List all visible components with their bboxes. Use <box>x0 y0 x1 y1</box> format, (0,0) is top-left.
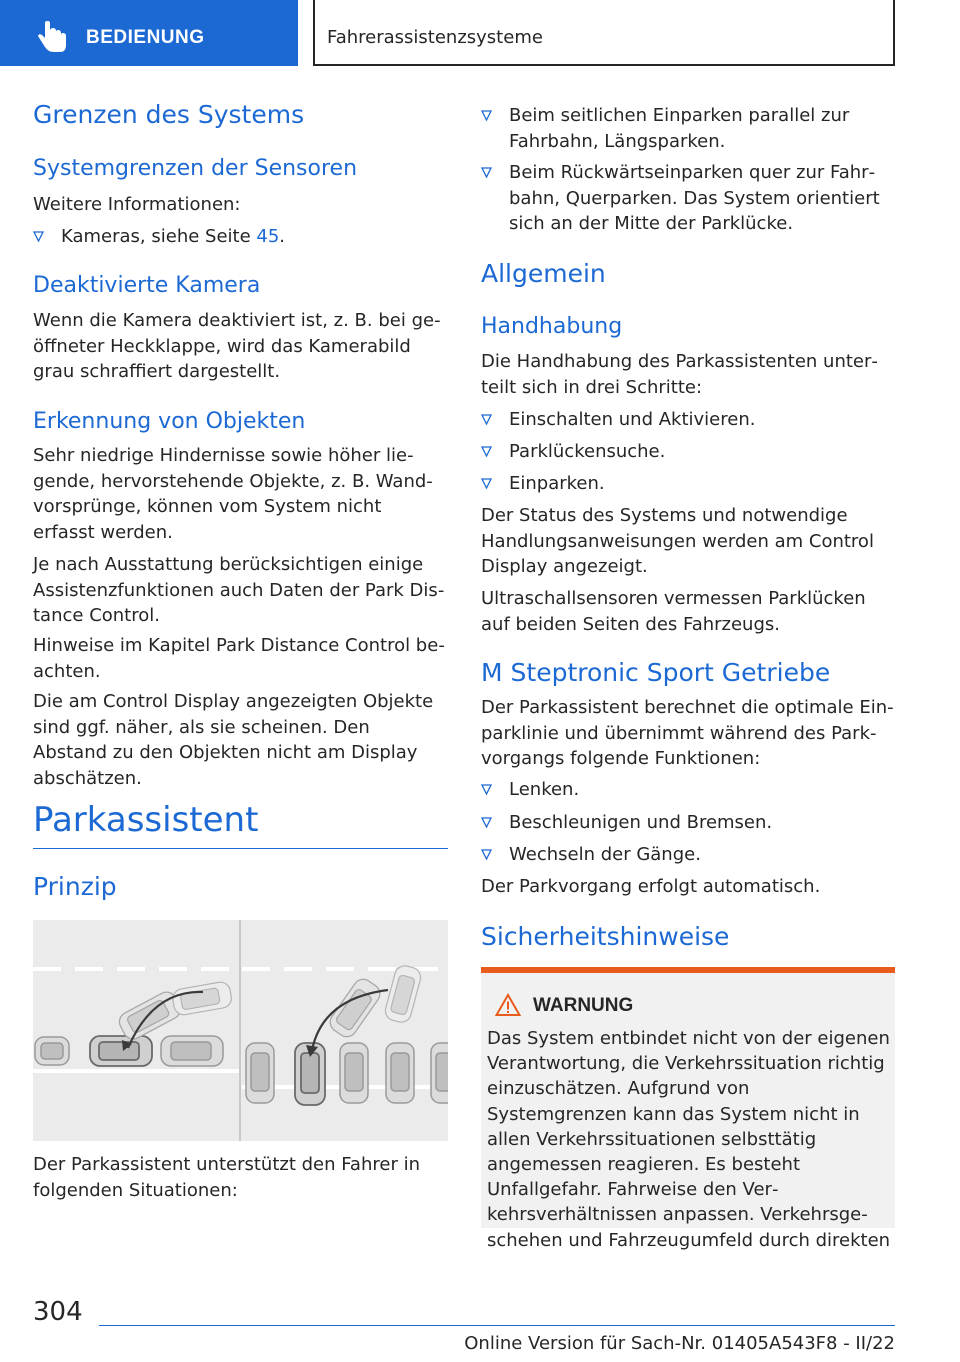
list-bullet-triangle-icon <box>481 446 492 457</box>
paragraph-weitere: Weitere Informationen: <box>33 194 241 215</box>
list-item-einparken-text: Einparken. <box>509 473 605 494</box>
heading-deaktiviert: Deaktivierte Kamera <box>33 273 261 298</box>
ghost-car <box>171 981 233 1017</box>
header-chapter-box <box>313 0 895 66</box>
paragraph-handhabung: Die Handhabung des Parkassistenten unterteilt sich in drei Schritte: <box>481 351 878 398</box>
heading-parkassistent: Parkassistent <box>33 800 259 840</box>
list-item-einschalten <box>481 407 896 433</box>
header-section-label: BEDIENUNG <box>86 27 205 48</box>
warning-box <box>481 973 895 1251</box>
page-link-45[interactable]: 45 <box>256 226 280 247</box>
list-item-wechseln-text: Wechseln der Gänge. <box>509 844 701 865</box>
list-item-einschalten-text: Einschalten und Aktivieren. <box>509 409 756 430</box>
ghost-car <box>383 964 423 1025</box>
header-chapter-title: Fahrerassistenzsysteme <box>327 27 543 48</box>
pointing-hand-icon <box>36 21 70 55</box>
paragraph-erkennung-4: Die am Control Display angezeigten Objekte sind ggf. näher, als sie scheinen. Den Abstand zu den Objekten nicht am Display abschätzen. <box>33 691 434 789</box>
heading-allgemein: Allgemein <box>481 259 606 288</box>
paragraph-status: Der Status des Systems und notwendige Handlungsanweisungen werden am Control Display angezeigt. <box>481 505 874 577</box>
list-item-lenken-text: Lenken. <box>509 779 580 800</box>
list-bullet-triangle-icon <box>481 414 492 425</box>
parked-car <box>340 1043 448 1103</box>
list-item-beschleunigen-text: Beschleunigen und Bremsen. <box>509 812 773 833</box>
list-item-laengs <box>481 103 896 154</box>
list-item-wechseln <box>481 842 896 868</box>
heading-erkennung: Erkennung von Objekten <box>33 409 306 434</box>
list-bullet-triangle-icon <box>481 849 492 860</box>
list-bullet-triangle-icon <box>481 110 492 121</box>
list-item-kameras <box>33 224 448 250</box>
section-rule <box>33 848 448 849</box>
list-bullet-triangle-icon <box>481 817 492 828</box>
list-item-einparken <box>481 471 896 497</box>
warning-triangle-icon <box>495 993 521 1017</box>
list-item-quer <box>481 160 896 237</box>
list-item-laengs-text: Beim seitlichen Einparken parallel zur Fahrbahn, Längsparken. <box>509 105 850 152</box>
list-item-beschleunigen <box>481 810 896 836</box>
list-item-suche <box>481 439 896 465</box>
page-number: 304 <box>33 1297 83 1327</box>
list-item-kameras-text: Kameras, siehe Seite <box>61 226 257 247</box>
target-car <box>90 1036 152 1066</box>
list-item-quer-text: Beim Rückwärtseinparken quer zur Fahrbahn, Querparken. Das System orientiert sich an der Mitte der Parklücke. <box>509 162 880 234</box>
heading-sicherheit: Sicherheitshinweise <box>481 922 730 951</box>
list-item-suche-text: Parklückensuche. <box>509 441 666 462</box>
warning-text: Das System entbindet nicht von der eigenen Verantwortung, die Verkehrssituation richtig einzuschätzen. Aufgrund von Systemgrenzen kann das System nicht in allen Verkehrssituationen selbsttätig angemessen reagieren. Es besteht Unfallgefahr. Fahrweise den Verkehrsverhältnissen anpassen. Verkehrsgeschehen und Fahrzeugumfeld durch direkten <box>487 1028 891 1251</box>
header-section-tab <box>0 0 298 66</box>
list-bullet-triangle-icon <box>481 167 492 178</box>
list-bullet-triangle-icon <box>481 478 492 489</box>
list-item-lenken <box>481 777 896 803</box>
parking-illustration <box>33 920 448 1141</box>
paragraph-erkennung-1: Sehr niedrige Hindernisse sowie höher liegende, hervorstehende Objekte, z. B. Wandvorsprünge, können vom System nicht erfasst werden. <box>33 445 433 543</box>
parked-car <box>35 1037 69 1065</box>
list-item-kameras-end: . <box>279 226 286 247</box>
paragraph-prinzip: Der Parkassistent unterstützt den Fahrer in folgenden Situationen: <box>33 1154 420 1201</box>
parking-scenario-graphic <box>33 920 448 1141</box>
ghost-car <box>326 975 383 1040</box>
parked-car <box>161 1036 223 1066</box>
paragraph-automatisch: Der Parkvorgang erfolgt automatisch. <box>481 876 821 897</box>
footer-rule <box>99 1325 895 1326</box>
heading-steptronic: M Steptronic Sport Getriebe <box>481 658 831 687</box>
paragraph-steptronic: Der Parkassistent berechnet die optimale Einparklinie und übernimmt während des Parkvorgangs folgende Funktionen: <box>481 697 894 769</box>
heading-systemgrenzen: Systemgrenzen der Sensoren <box>33 156 358 181</box>
paragraph-deaktiviert: Wenn die Kamera deaktiviert ist, z. B. bei geöffneter Heckklappe, wird das Kamerabild grau schraffiert dargestellt. <box>33 310 441 382</box>
list-bullet-triangle-icon <box>33 231 44 242</box>
parked-car <box>246 1043 274 1103</box>
paragraph-ultraschall: Ultraschallsensoren vermessen Parklücken auf beiden Seiten des Fahrzeugs. <box>481 588 866 635</box>
warning-title: WARNUNG <box>533 995 634 1016</box>
footer-online-version: Online Version für Sach-Nr. 01405A543F8 - II/22 <box>464 1333 895 1354</box>
paragraph-erkennung-3: Hinweise im Kapitel Park Distance Control beachten. <box>33 635 445 682</box>
paragraph-erkennung-2: Je nach Ausstattung berücksichtigen einige Assistenzfunktionen auch Daten der Park Distance Control. <box>33 554 445 626</box>
heading-prinzip: Prinzip <box>33 872 117 901</box>
list-bullet-triangle-icon <box>481 784 492 795</box>
heading-grenzen: Grenzen des Systems <box>33 100 305 129</box>
heading-handhabung: Handhabung <box>481 314 623 339</box>
